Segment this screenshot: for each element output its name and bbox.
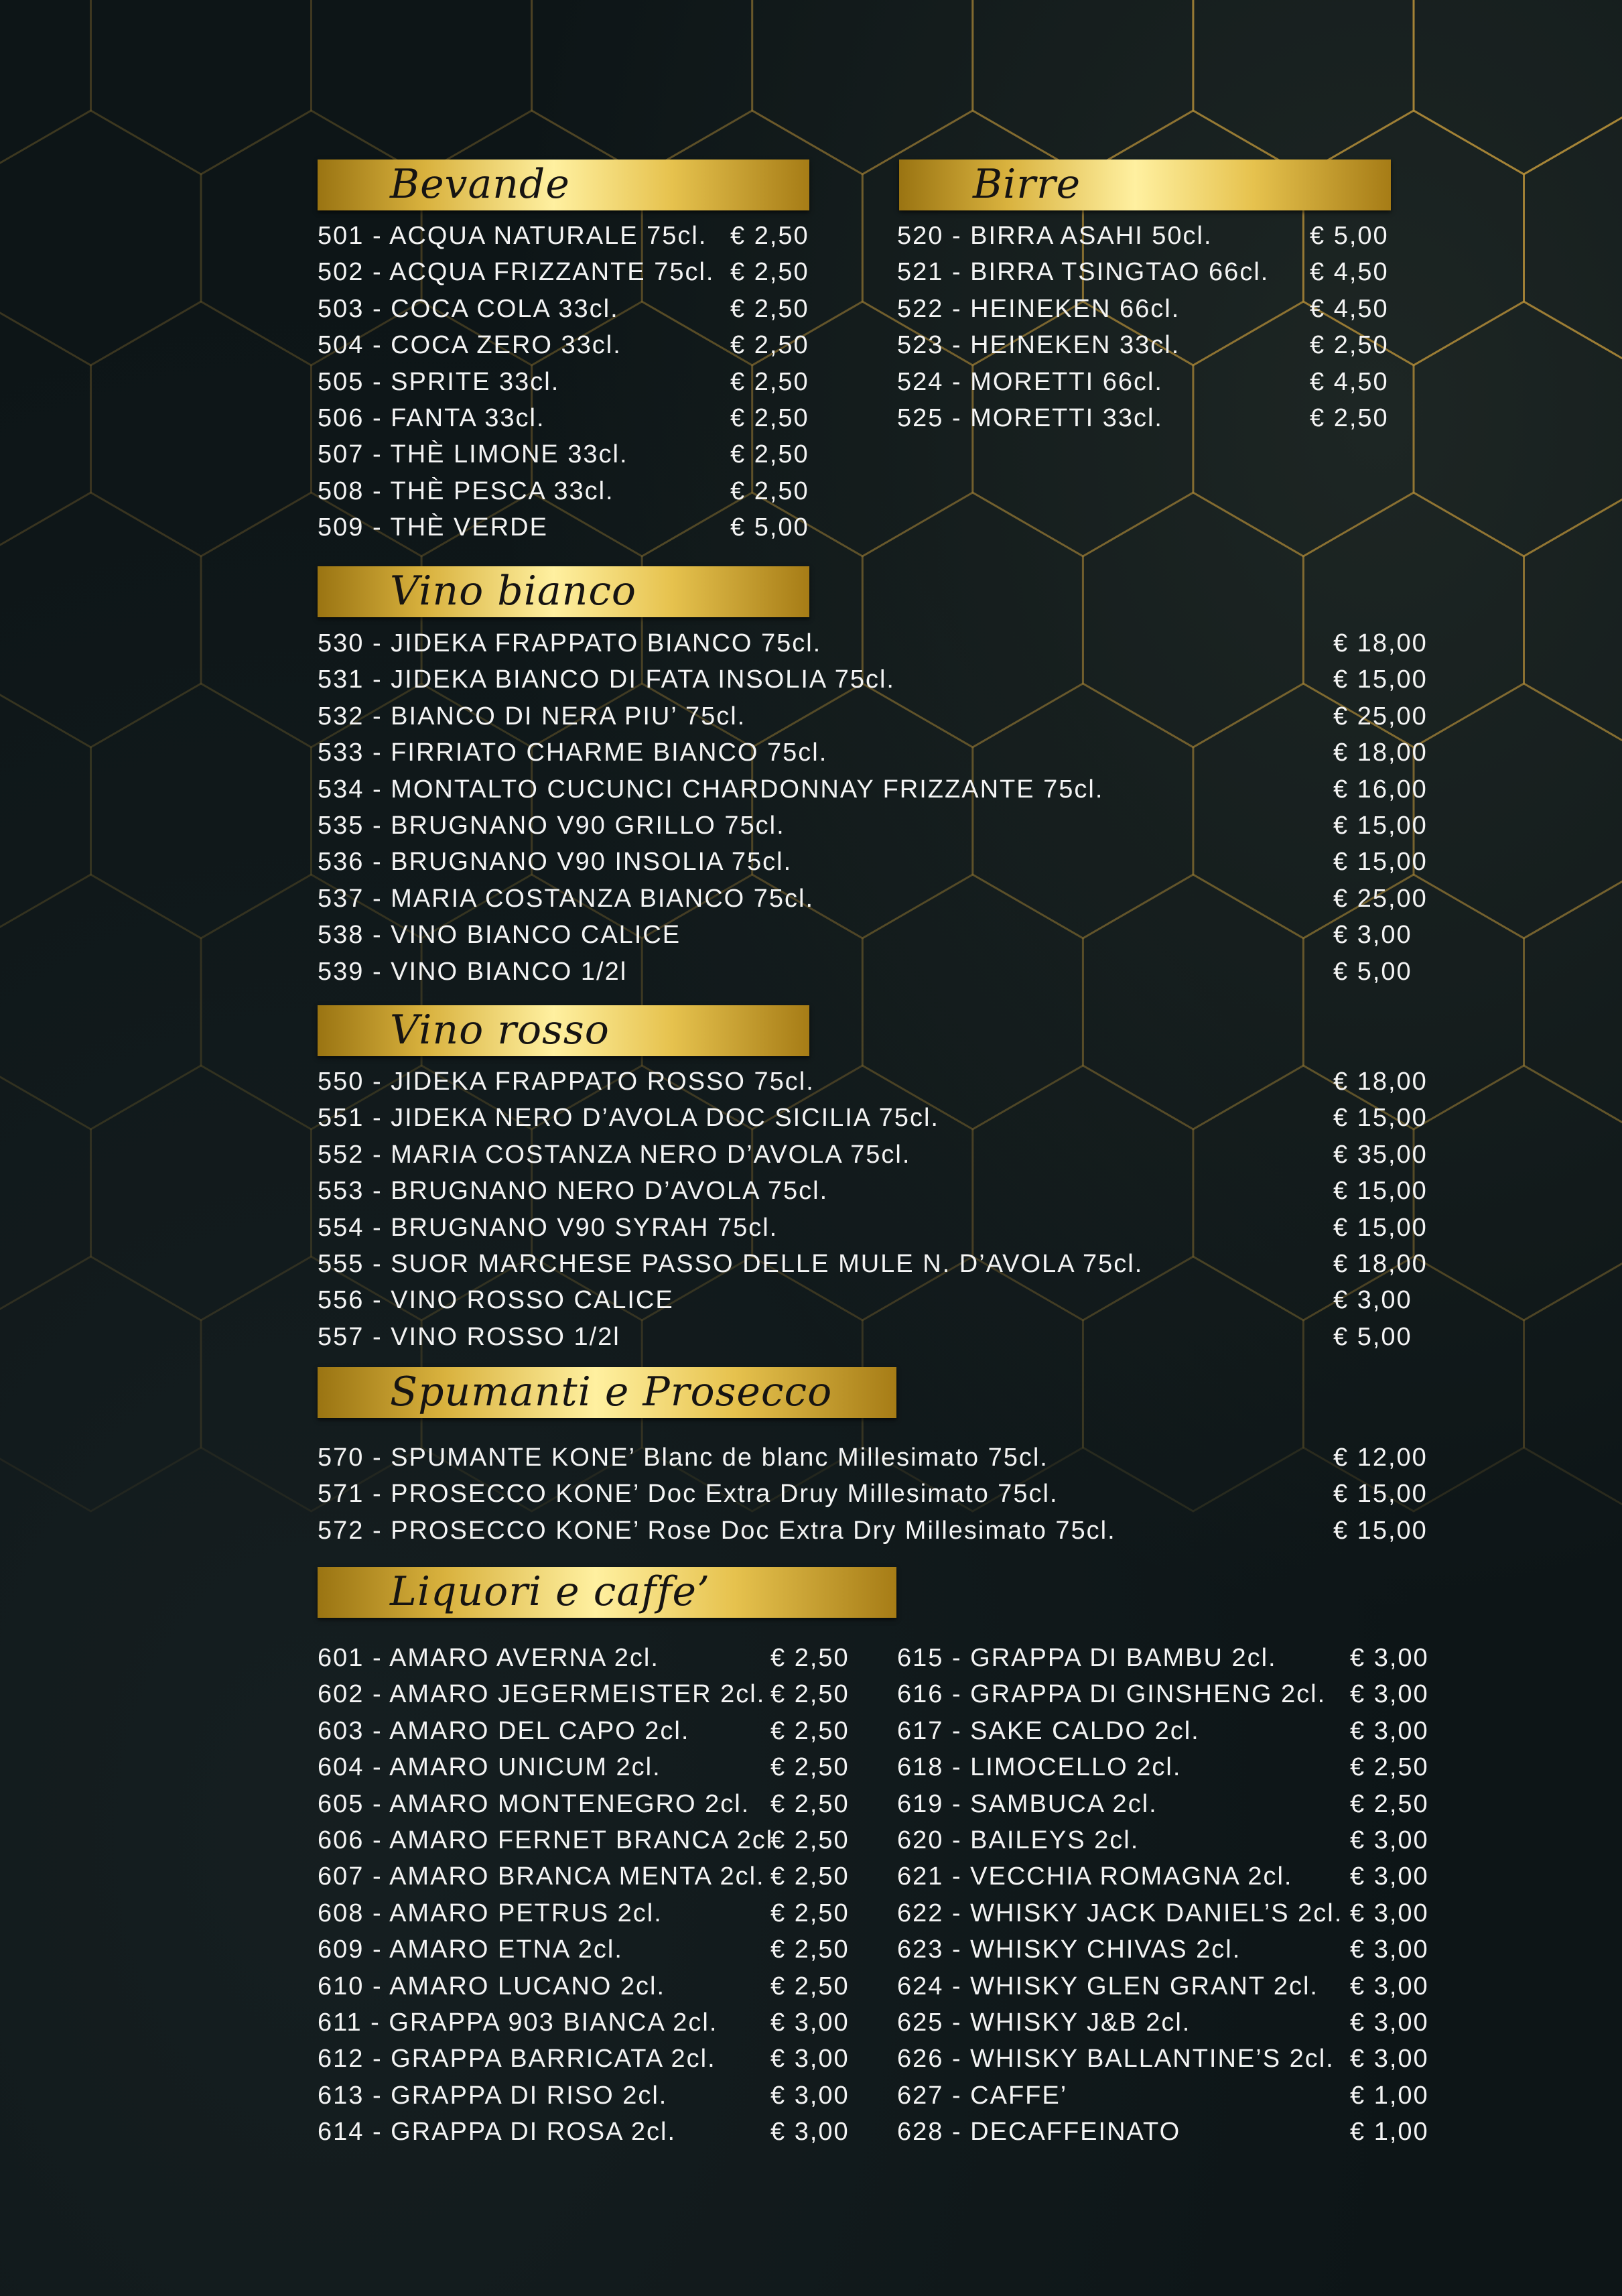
- menu-item-name: 605 - AMARO MONTENEGRO 2cl.: [318, 1789, 750, 1818]
- menu-item-row: [897, 1895, 1433, 1931]
- menu-item-name: 612 - GRAPPA BARRICATA 2cl.: [318, 2045, 716, 2074]
- menu-item-price: € 3,00: [770, 2008, 850, 2037]
- menu-item-price: € 18,00: [1333, 629, 1428, 657]
- hexagon-shape: [1524, 493, 1622, 747]
- menu-item-row: [897, 1749, 1433, 1785]
- menu-item-row: [897, 1713, 1433, 1749]
- hexagon-shape: [91, 684, 312, 938]
- menu-item-row: [318, 1137, 1430, 1173]
- menu-item-row: [318, 1895, 854, 1931]
- menu-item-name: 536 - BRUGNANO V90 INSOLIA 75cl.: [318, 848, 793, 877]
- menu-item-price: € 5,00: [1333, 1322, 1412, 1351]
- menu-item-price: € 2,50: [1350, 1753, 1429, 1782]
- menu-item-name: 530 - JIDEKA FRAPPATO BIANCO 75cl.: [318, 629, 822, 657]
- menu-item-name: 603 - AMARO DEL CAPO 2cl.: [318, 1716, 690, 1745]
- menu-item-row: [318, 1676, 854, 1712]
- menu-item-name: 614 - GRAPPA DI ROSA 2cl.: [318, 2118, 677, 2147]
- menu-item-price: € 4,50: [1310, 367, 1389, 396]
- hexagon-shape: [312, 0, 532, 174]
- menu-item-row: [318, 1858, 854, 1895]
- menu-item-price: € 15,00: [1333, 848, 1428, 877]
- menu-item-price: € 5,00: [1310, 222, 1389, 250]
- menu-item-name: 619 - SAMBUCA 2cl.: [897, 1789, 1158, 1818]
- menu-item-price: € 16,00: [1333, 775, 1428, 804]
- menu-item-row: [318, 436, 813, 472]
- vino-bianco-list: [318, 625, 1430, 990]
- hexagon-shape: [1524, 111, 1622, 365]
- menu-item-price: € 2,50: [1310, 403, 1389, 432]
- menu-item-price: € 2,50: [770, 1680, 850, 1709]
- menu-item-row: [897, 1640, 1433, 1676]
- menu-item-name: 551 - JIDEKA NERO D’AVOLA DOC SICILIA 75cl.: [318, 1104, 939, 1133]
- menu-item-row: [318, 1931, 854, 1968]
- hexagon-shape: [0, 1257, 201, 1511]
- menu-item-name: 627 - CAFFE’: [897, 2081, 1068, 2110]
- menu-item-row: [318, 254, 813, 290]
- bevande-list: [318, 218, 813, 546]
- menu-item-name: 624 - WHISKY GLEN GRANT 2cl.: [897, 1972, 1319, 2000]
- menu-item-name: 509 - THÈ VERDE: [318, 513, 548, 542]
- menu-item-name: 628 - DECAFFEINATO: [897, 2118, 1181, 2147]
- hexagon-shape: [0, 111, 201, 365]
- menu-item-row: [318, 327, 813, 363]
- menu-item-name: 625 - WHISKY J&B 2cl.: [897, 2008, 1191, 2037]
- menu-item-price: € 35,00: [1333, 1140, 1428, 1169]
- menu-item-name: 504 - COCA ZERO 33cl.: [318, 331, 622, 360]
- menu-item-name: 539 - VINO BIANCO 1/2l: [318, 957, 628, 986]
- menu-item-name: 507 - THÈ LIMONE 33cl.: [318, 440, 628, 469]
- menu-item-name: 523 - HEINEKEN 33cl.: [897, 331, 1180, 360]
- menu-item-price: € 2,50: [770, 1862, 850, 1891]
- menu-item-price: € 12,00: [1333, 1444, 1428, 1472]
- menu-item-price: € 18,00: [1333, 739, 1428, 767]
- menu-item-row: [318, 954, 1430, 990]
- menu-item-name: 618 - LIMOCELLO 2cl.: [897, 1753, 1182, 1782]
- menu-item-price: € 2,50: [1350, 1789, 1429, 1818]
- menu-item-name: 604 - AMARO UNICUM 2cl.: [318, 1753, 661, 1782]
- menu-item-row: [318, 1319, 1430, 1355]
- menu-item-row: [318, 1968, 854, 2004]
- menu-item-name: 554 - BRUGNANO V90 SYRAH 75cl.: [318, 1213, 779, 1242]
- menu-item-price: € 25,00: [1333, 884, 1428, 913]
- menu-item-price: € 2,50: [1310, 331, 1389, 360]
- menu-item-row: [897, 1931, 1433, 1968]
- menu-item-row: [318, 1640, 854, 1676]
- hexagon-shape: [0, 493, 201, 747]
- menu-item-row: [897, 327, 1393, 363]
- menu-item-name: 617 - SAKE CALDO 2cl.: [897, 1716, 1200, 1745]
- menu-item-price: € 15,00: [1333, 665, 1428, 694]
- menu-item-price: € 2,50: [770, 1899, 850, 1927]
- section-banner-vino-rosso: [318, 1005, 809, 1056]
- menu-item-price: € 15,00: [1333, 1177, 1428, 1206]
- menu-item-price: € 3,00: [1350, 1644, 1429, 1672]
- menu-item-name: 616 - GRAPPA DI GINSHENG 2cl.: [897, 1680, 1327, 1709]
- menu-item-row: [897, 400, 1393, 436]
- hexagon-shape: [1524, 875, 1622, 1129]
- section-title-vino-bianco: Vino bianco: [390, 568, 637, 615]
- menu-item-price: € 4,50: [1310, 294, 1389, 323]
- section-banner-birre: [899, 160, 1391, 210]
- menu-item-price: € 3,00: [1333, 1286, 1412, 1315]
- menu-item-price: € 2,50: [730, 294, 809, 323]
- menu-item-name: 610 - AMARO LUCANO 2cl.: [318, 1972, 666, 2000]
- menu-item-row: [318, 364, 813, 400]
- menu-item-row: [897, 254, 1393, 290]
- menu-item-row: [318, 2078, 854, 2114]
- menu-item-price: € 25,00: [1333, 702, 1428, 730]
- menu-item-row: [897, 1858, 1433, 1895]
- hexagon-shape: [1414, 0, 1622, 174]
- menu-item-name: 571 - PROSECCO KONE’ Doc Extra Druy Millesimato 75cl.: [318, 1480, 1059, 1509]
- menu-item-name: 572 - PROSECCO KONE’ Rose Doc Extra Dry Millesimato 75cl.: [318, 1516, 1116, 1545]
- menu-item-name: 621 - VECCHIA ROMAGNA 2cl.: [897, 1862, 1293, 1891]
- menu-item-row: [318, 698, 1430, 735]
- menu-item-price: € 2,50: [770, 1789, 850, 1818]
- section-banner-bevande: [318, 160, 809, 210]
- menu-item-row: [318, 473, 813, 509]
- menu-item-name: 552 - MARIA COSTANZA NERO D’AVOLA 75cl.: [318, 1140, 911, 1169]
- menu-item-name: 623 - WHISKY CHIVAS 2cl.: [897, 1935, 1241, 1964]
- menu-item-name: 506 - FANTA 33cl.: [318, 403, 545, 432]
- menu-item-price: € 3,00: [1350, 1680, 1429, 1709]
- menu-item-price: € 3,00: [1350, 1899, 1429, 1927]
- menu-item-price: € 2,50: [730, 222, 809, 250]
- menu-item-row: [318, 2041, 854, 2077]
- menu-item-row: [318, 1210, 1430, 1246]
- menu-item-name: 503 - COCA COLA 33cl.: [318, 294, 619, 323]
- section-title-bevande: Bevande: [390, 161, 570, 208]
- menu-item-price: € 3,00: [770, 2118, 850, 2147]
- menu-item-name: 570 - SPUMANTE KONE’ Blanc de blanc Millesimato 75cl.: [318, 1444, 1049, 1472]
- menu-item-name: 622 - WHISKY JACK DANIEL’S 2cl.: [897, 1899, 1343, 1927]
- menu-item-price: € 15,00: [1333, 811, 1428, 840]
- menu-item-name: 601 - AMARO AVERNA 2cl.: [318, 1644, 659, 1672]
- menu-item-price: € 15,00: [1333, 1104, 1428, 1133]
- menu-item-row: [897, 291, 1393, 327]
- menu-item-row: [318, 1246, 1430, 1282]
- menu-item-name: 520 - BIRRA ASAHI 50cl.: [897, 222, 1213, 250]
- menu-item-price: € 2,50: [730, 258, 809, 287]
- section-banner-liquori: [318, 1567, 896, 1618]
- menu-item-name: 538 - VINO BIANCO CALICE: [318, 921, 681, 950]
- menu-item-price: € 3,00: [1333, 921, 1412, 950]
- menu-item-row: [897, 2004, 1433, 2041]
- menu-item-price: € 2,50: [730, 403, 809, 432]
- menu-item-price: € 1,00: [1350, 2081, 1429, 2110]
- menu-item-price: € 2,50: [770, 1935, 850, 1964]
- menu-item-name: 533 - FIRRIATO CHARME BIANCO 75cl.: [318, 739, 828, 767]
- menu-item-price: € 2,50: [730, 476, 809, 505]
- menu-item-row: [897, 2078, 1433, 2114]
- hexagon-shape: [532, 0, 752, 174]
- menu-item-name: 505 - SPRITE 33cl.: [318, 367, 560, 396]
- menu-item-price: € 3,00: [1350, 1935, 1429, 1964]
- hexagon-shape: [1193, 0, 1414, 174]
- menu-item-price: € 3,00: [1350, 1972, 1429, 2000]
- menu-item-price: € 2,50: [730, 440, 809, 469]
- menu-item-name: 532 - BIANCO DI NERA PIU’ 75cl.: [318, 702, 746, 730]
- menu-item-row: [318, 1513, 1430, 1549]
- menu-item-row: [318, 808, 1430, 844]
- section-title-birre: Birre: [973, 161, 1081, 208]
- menu-item-name: 531 - JIDEKA BIANCO DI FATA INSOLIA 75cl.: [318, 665, 895, 694]
- menu-item-price: € 18,00: [1333, 1068, 1428, 1096]
- menu-item-row: [318, 1476, 1430, 1512]
- menu-item-row: [318, 1100, 1430, 1136]
- menu-item-row: [318, 735, 1430, 771]
- menu-item-name: 611 - GRAPPA 903 BIANCA 2cl.: [318, 2008, 718, 2037]
- menu-item-name: 609 - AMARO ETNA 2cl.: [318, 1935, 623, 1964]
- liquori-list-right: [897, 1640, 1433, 2150]
- menu-item-price: € 3,00: [1350, 1826, 1429, 1854]
- menu-item-row: [897, 218, 1393, 254]
- menu-item-row: [897, 364, 1393, 400]
- menu-item-price: € 15,00: [1333, 1480, 1428, 1509]
- section-banner-spumanti: [318, 1367, 896, 1418]
- section-title-spumanti: Spumanti e Prosecco: [390, 1368, 833, 1415]
- menu-item-name: 521 - BIRRA TSINGTAO 66cl.: [897, 258, 1270, 287]
- menu-item-row: [318, 661, 1430, 698]
- menu-item-name: 615 - GRAPPA DI BAMBU 2cl.: [897, 1644, 1277, 1672]
- menu-item-price: € 15,00: [1333, 1213, 1428, 1242]
- menu-item-row: [318, 917, 1430, 953]
- menu-item-name: 556 - VINO ROSSO CALICE: [318, 1286, 674, 1315]
- menu-item-name: 534 - MONTALTO CUCUNCI CHARDONNAY FRIZZANTE 75cl.: [318, 775, 1104, 804]
- menu-item-name: 606 - AMARO FERNET BRANCA 2cl.: [318, 1826, 782, 1854]
- menu-item-name: 550 - JIDEKA FRAPPATO ROSSO 75cl.: [318, 1068, 815, 1096]
- menu-item-name: 524 - MORETTI 66cl.: [897, 367, 1163, 396]
- menu-item-name: 613 - GRAPPA DI RISO 2cl.: [318, 2081, 668, 2110]
- menu-item-name: 607 - AMARO BRANCA MENTA 2cl.: [318, 1862, 765, 1891]
- menu-item-name: 522 - HEINEKEN 66cl.: [897, 294, 1180, 323]
- menu-item-row: [318, 2114, 854, 2150]
- menu-item-price: € 3,00: [1350, 2045, 1429, 2074]
- menu-item-price: € 2,50: [730, 331, 809, 360]
- menu-item-price: € 2,50: [730, 367, 809, 396]
- section-title-vino-rosso: Vino rosso: [390, 1007, 610, 1054]
- menu-item-row: [318, 1440, 1430, 1476]
- menu-item-name: 502 - ACQUA FRIZZANTE 75cl.: [318, 258, 715, 287]
- menu-item-price: € 2,50: [770, 1972, 850, 2000]
- birre-list: [897, 218, 1393, 436]
- menu-item-row: [897, 1676, 1433, 1712]
- hexagon-shape: [91, 0, 312, 174]
- section-banner-vino-bianco: [318, 566, 809, 617]
- menu-item-name: 555 - SUOR MARCHESE PASSO DELLE MULE N. D’AVOLA 75cl.: [318, 1249, 1144, 1278]
- menu-item-row: [318, 291, 813, 327]
- menu-item-row: [897, 1968, 1433, 2004]
- menu-item-row: [318, 1822, 854, 1858]
- menu-item-row: [897, 2041, 1433, 2077]
- menu-item-row: [897, 1822, 1433, 1858]
- menu-item-price: € 2,50: [770, 1753, 850, 1782]
- menu-item-price: € 15,00: [1333, 1516, 1428, 1545]
- menu-item-price: € 3,00: [770, 2045, 850, 2074]
- menu-item-price: € 3,00: [1350, 1862, 1429, 1891]
- menu-item-name: 626 - WHISKY BALLANTINE’S 2cl.: [897, 2045, 1335, 2074]
- menu-item-row: [318, 1713, 854, 1749]
- menu-item-price: € 2,50: [770, 1826, 850, 1854]
- section-title-liquori: Liquori e caffe’: [390, 1568, 711, 1615]
- menu-item-price: € 5,00: [730, 513, 809, 542]
- menu-item-row: [318, 1282, 1430, 1318]
- menu-item-row: [318, 1173, 1430, 1209]
- menu-item-name: 620 - BAILEYS 2cl.: [897, 1826, 1140, 1854]
- hexagon-shape: [0, 0, 91, 174]
- menu-item-price: € 18,00: [1333, 1249, 1428, 1278]
- menu-item-row: [318, 1064, 1430, 1100]
- menu-item-price: € 3,00: [1350, 1716, 1429, 1745]
- menu-item-row: [318, 771, 1430, 808]
- menu-item-name: 537 - MARIA COSTANZA BIANCO 75cl.: [318, 884, 815, 913]
- menu-item-price: € 2,50: [770, 1644, 850, 1672]
- hexagon-shape: [1524, 1257, 1622, 1511]
- menu-item-price: € 3,00: [770, 2081, 850, 2110]
- menu-item-name: 525 - MORETTI 33cl.: [897, 403, 1163, 432]
- menu-item-row: [318, 1749, 854, 1785]
- hexagon-shape: [0, 875, 201, 1129]
- menu-item-name: 553 - BRUGNANO NERO D’AVOLA 75cl.: [318, 1177, 829, 1206]
- menu-item-price: € 5,00: [1333, 957, 1412, 986]
- hexagon-shape: [752, 0, 973, 174]
- menu-item-price: € 4,50: [1310, 258, 1389, 287]
- hexagon-shape: [91, 302, 312, 556]
- hexagon-shape: [973, 0, 1193, 174]
- menu-item-row: [318, 509, 813, 546]
- menu-item-name: 535 - BRUGNANO V90 GRILLO 75cl.: [318, 811, 785, 840]
- menu-item-name: 608 - AMARO PETRUS 2cl.: [318, 1899, 663, 1927]
- liquori-list-left: [318, 1640, 854, 2150]
- menu-item-name: 602 - AMARO JEGERMEISTER 2cl.: [318, 1680, 766, 1709]
- menu-item-row: [318, 625, 1430, 661]
- hexagon-shape: [91, 1066, 312, 1320]
- menu-item-row: [897, 2114, 1433, 2150]
- vino-rosso-list: [318, 1064, 1430, 1355]
- menu-item-row: [318, 844, 1430, 880]
- menu-item-name: 557 - VINO ROSSO 1/2l: [318, 1322, 620, 1351]
- menu-item-row: [897, 1786, 1433, 1822]
- menu-item-row: [318, 218, 813, 254]
- menu-item-name: 501 - ACQUA NATURALE 75cl.: [318, 222, 707, 250]
- menu-item-row: [318, 400, 813, 436]
- menu-item-row: [318, 881, 1430, 917]
- spumanti-list: [318, 1440, 1430, 1549]
- menu-item-price: € 3,00: [1350, 2008, 1429, 2037]
- menu-item-row: [318, 1786, 854, 1822]
- menu-item-price: € 1,00: [1350, 2118, 1429, 2147]
- menu-item-name: 508 - THÈ PESCA 33cl.: [318, 476, 614, 505]
- menu-item-price: € 2,50: [770, 1716, 850, 1745]
- menu-item-row: [318, 2004, 854, 2041]
